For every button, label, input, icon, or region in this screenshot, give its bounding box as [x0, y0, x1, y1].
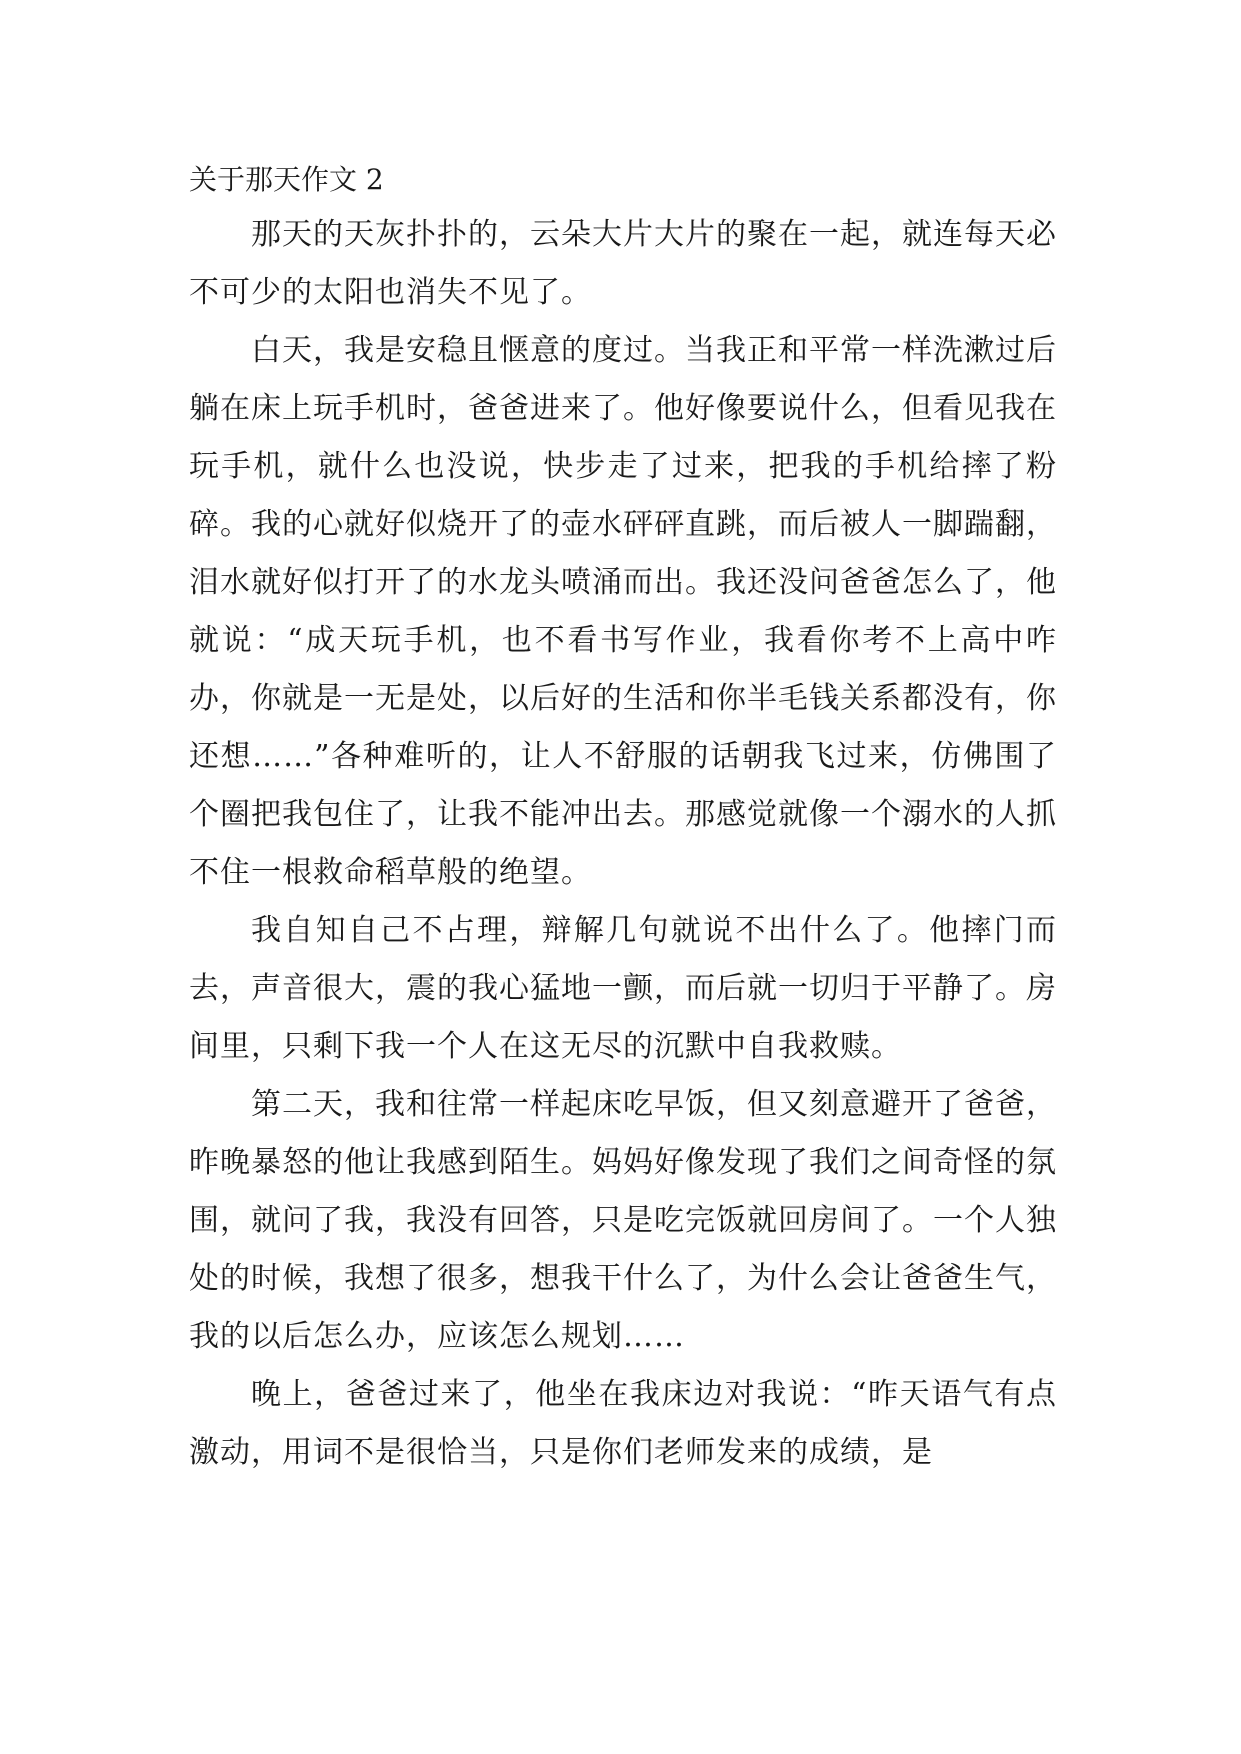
paragraph-5: 晚上，爸爸过来了，他坐在我床边对我说：“昨天语气有点激动，用词不是很恰当，只是你们老师发来的成绩，是 — [189, 1377, 1057, 1470]
document-body — [189, 160, 1057, 1482]
paragraph-3: 我自知自己不占理，辩解几句就说不出什么了。他摔门而去，声音很大，震的我心猛地一颤，而后就一切归于平静了。房间里，只剩下我一个人在这无尽的沉默中自我救赎。 — [189, 913, 1057, 1064]
paragraph-1: 那天的天灰扑扑的，云朵大片大片的聚在一起，就连每天必不可少的太阳也消失不见了。 — [189, 217, 1057, 310]
document-title: 关于那天作文 2 — [189, 163, 384, 196]
paragraph-2: 白天，我是安稳且惬意的度过。当我正和平常一样洗漱过后躺在床上玩手机时，爸爸进来了。他好像要说什么，但看见我在玩手机，就什么也没说，快步走了过来，把我的手机给摔了粉碎。我的心就好似烧开了的壶水砰砰直跳，而后被人一脚踹翻，泪水就好似打开了的水龙头喷涌而出。我还没问爸爸怎么了，他就说：“成天玩手机，也不看书写作业，我看你考不上高中咋办，你就是一无是处，以后好的生活和你半毛钱关系都没有，你还想……”各种难听的，让人不舒服的话朝我飞过来，仿佛围了个圈把我包住了，让我不能冲出去。那感觉就像一个溺水的人抓不住一根救命稻草般的绝望。 — [189, 333, 1057, 890]
paragraph-4: 第二天，我和往常一样起床吃早饭，但又刻意避开了爸爸，昨晚暴怒的他让我感到陌生。妈妈好像发现了我们之间奇怪的氛围，就问了我，我没有回答，只是吃完饭就回房间了。一个人独处的时候，我想了很多，想我干什么了，为什么会让爸爸生气，我的以后怎么办，应该怎么规划…… — [189, 1087, 1057, 1354]
